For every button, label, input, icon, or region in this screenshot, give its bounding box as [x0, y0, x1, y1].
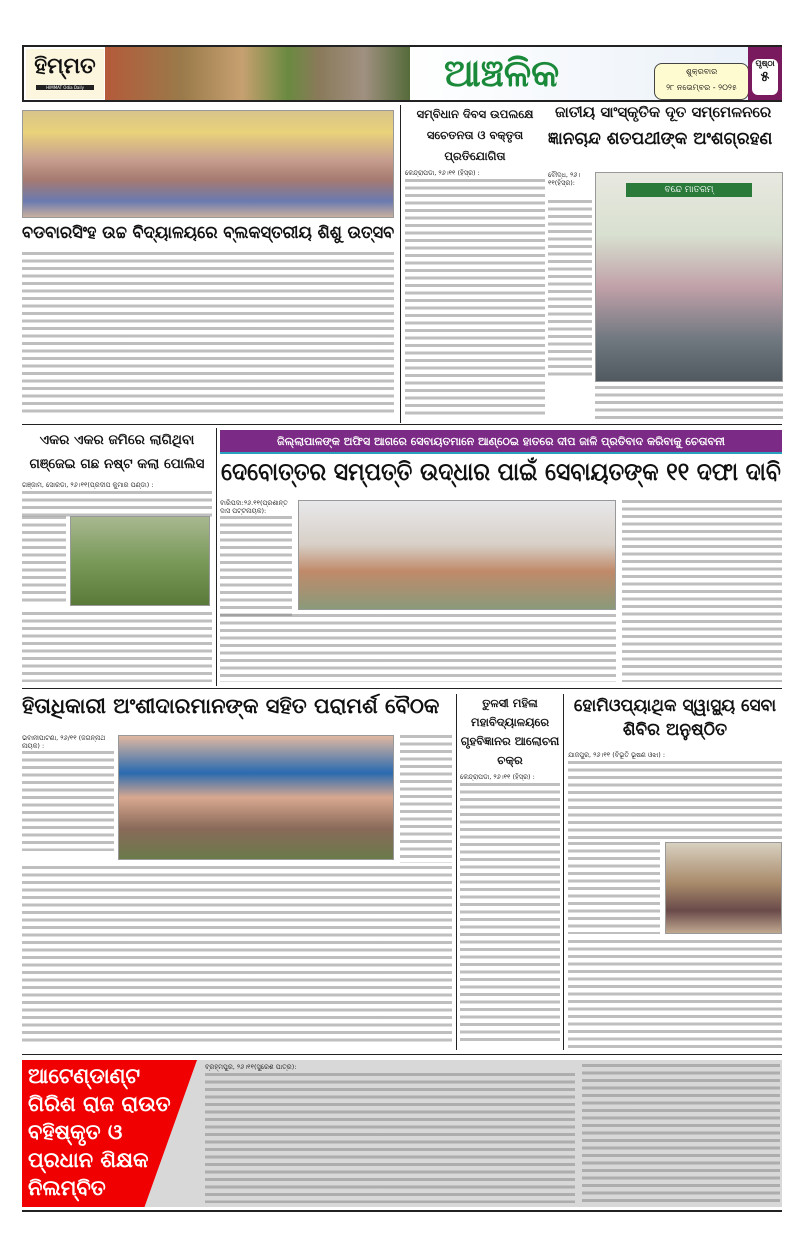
day: ଶୁକ୍ରବାର [685, 67, 718, 76]
shishu-utsav-body [22, 252, 394, 417]
debottar-body-bottom [220, 614, 616, 682]
tulsi-body [460, 774, 560, 1041]
samvidhan-headline: ସମ୍ବିଧାନ ଦିବସ ଉପଲକ୍ଷେ ସଚେତନତା ଓ ବକ୍ତୃତା ପ୍ରତିଯୋଗିତା [416, 107, 534, 163]
sanskrutik-dut-body-lines [548, 200, 592, 380]
homeo-body [568, 752, 782, 839]
logo [26, 49, 104, 99]
hitadhikari-dateline: ଭବାନୀପାଟଣା, ୨୬/୧୧ (ଜଗନ୍ନାଥ ନାୟକ) : [22, 734, 106, 750]
sanskrutik-dut-lead [548, 172, 592, 188]
homeo-dateline: ଯାଜପୁର, ୨୬।୧୧ (ବିଭୂତି ଭୂଷଣ ଓଝା) : [568, 751, 666, 759]
tulsi-headline: ତୁଳସୀ ମହିଳା ମହାବିଦ୍ୟାଳୟରେ ଗୃହବିଜ୍ଞାନର ଆଲୋଚନା ଚକ୍ର [460, 696, 560, 767]
section-title: ଆଞ୍ଚଳିକ [444, 51, 560, 95]
attendant-body [205, 1064, 575, 1203]
debottar-body [220, 500, 292, 616]
page-number: ୫ [760, 69, 770, 85]
sanskrutik-dut-headline-2: ଜ୍ଞାନଚାନ୍ଦ ଶତପଥୀଙ୍କ ଅଂଶଗ୍ରହଣ [548, 129, 773, 149]
sanskrutik-dut-body-bottom [595, 386, 783, 420]
ganjei-dateline: ଗଞ୍ଜାମ, ସୋରଡା, ୨୬।୧୧(ପ୍ରଦୀପ କୁମାର ପଣ୍ଡା) : [22, 481, 154, 489]
masthead-photo-strip [105, 47, 410, 100]
ganjei-body-side [22, 516, 66, 606]
attendant-dateline: ବ୍ରହ୍ମପୁର, ୨୬।୧୧(ସୁରେଶ ପାତ୍ର): [205, 1063, 297, 1071]
sanskrutik-dut-photo [595, 172, 783, 382]
page-number-tab [748, 47, 782, 100]
hitadhikari-photo [118, 735, 394, 860]
page-label: ପୃଷ୍ଠା [755, 59, 775, 68]
tulsi-dateline: କେନ୍ଦ୍ରାପଡା, ୨୬।୧୧ (ହିସ୍ର) : [460, 773, 535, 781]
debottar-kicker: ଜିଲ୍ଲାପାଳଙ୍କ ଅଫିସ ଆଗରେ ସେବାୟତମାନେ ଆଣ୍ଠେଇ ହାତରେ ଦୀପ ଜାଳି ପ୍ରତିବାଦ କରିବାକୁ ଚେତାବନୀ [220, 430, 782, 454]
samvidhan-body [405, 170, 545, 419]
ganjei-body-bottom [22, 612, 212, 682]
sanskrutik-dut-headline-1: ଜାତୀୟ ସାଂସ୍କୃତିକ ଦୂତ ସମ୍ମେଳନରେ [555, 103, 772, 121]
ganjei-body [22, 482, 212, 517]
debottar-photo [298, 500, 616, 610]
homeo-headline: ହୋମିଓପ୍ୟାଥିକ ସ୍ୱାସ୍ଥ୍ୟ ସେବା ଶିବିର ଅନୁଷ୍ଠିତ [573, 696, 777, 740]
attendant-body-right [582, 1064, 780, 1204]
logo-text: ହିମ୍ମତ [34, 54, 96, 79]
homeo-body-bottom [568, 940, 782, 1048]
date: ୨୮ ନଭେମ୍ବର - ୨୦୨୫ [666, 83, 737, 92]
shishu-utsav-headline: ବଡବାରସିଂହ ଉଚ୍ଚ ବିଦ୍ୟାଳୟରେ ବ୍ଲକସ୍ତରୀୟ ଶିଶୁ ଉତ୍ସବ [22, 223, 395, 243]
attendant-headline: ଆଟେଣ୍ଡାଣ୍ଟ ଗିରିଶ ରାଜ ରାଉତ ବହିଷ୍କୃତ ଓ ପ୍ରଧାନ ଶିକ୍ଷକ ନିଲମ୍ବିତ [28, 1064, 171, 1200]
date-box [654, 63, 749, 100]
samvidhan-dateline: କେନ୍ଦ୍ରାପଡା, ୨୬।୧୧ (ହିସ୍ର) : [405, 169, 480, 177]
homeo-body-side [568, 842, 660, 934]
hitadhikari-body-right [400, 735, 452, 863]
hitadhikari-body [22, 735, 114, 851]
masthead [22, 45, 782, 102]
homeo-photo [665, 842, 782, 934]
ganjei-headline: ଏକର ଏକର ଜମିରେ ଲାଗିଥିବା ଗଞ୍ଜେଇ ଗଛ ନଷ୍ଟ କଲା ପୋଲିସ [29, 432, 205, 472]
logo-subtitle: HIMMAT Odia Daily [36, 85, 94, 90]
debottar-dateline: ବାରିପଦା:୨୬.୧୧(ପ୍ରଶାନ୍ତ ଦାସ ପଟ୍ଟନାୟକ): [220, 499, 288, 515]
hitadhikari-body-bottom [22, 866, 452, 1046]
sanskrutik-dut-dateline: ବୌଦ୍ଧ, ୨୬।୧୧(ହିସ୍ର): [548, 171, 581, 187]
shishu-utsav-photo [22, 110, 394, 218]
debottar-headline: ଦେବୋତ୍ତର ସମ୍ପତ୍ତି ଉଦ୍ଧାର ପାଇଁ ସେବାୟତଙ୍କ ୧୧ ଦଫା ଦାବି [221, 457, 781, 486]
hitadhikari-headline: ହିତାଧିକାରୀ ଅଂଶୀଦାରମାନଙ୍କ ସହିତ ପରାମର୍ଶ ବୈଠକ [22, 694, 440, 718]
debottar-body-right [622, 500, 782, 682]
photo-banner-text: ବନ୍ଦେ ମାତରମ୍ [626, 183, 752, 197]
ganjei-photo [70, 516, 210, 606]
